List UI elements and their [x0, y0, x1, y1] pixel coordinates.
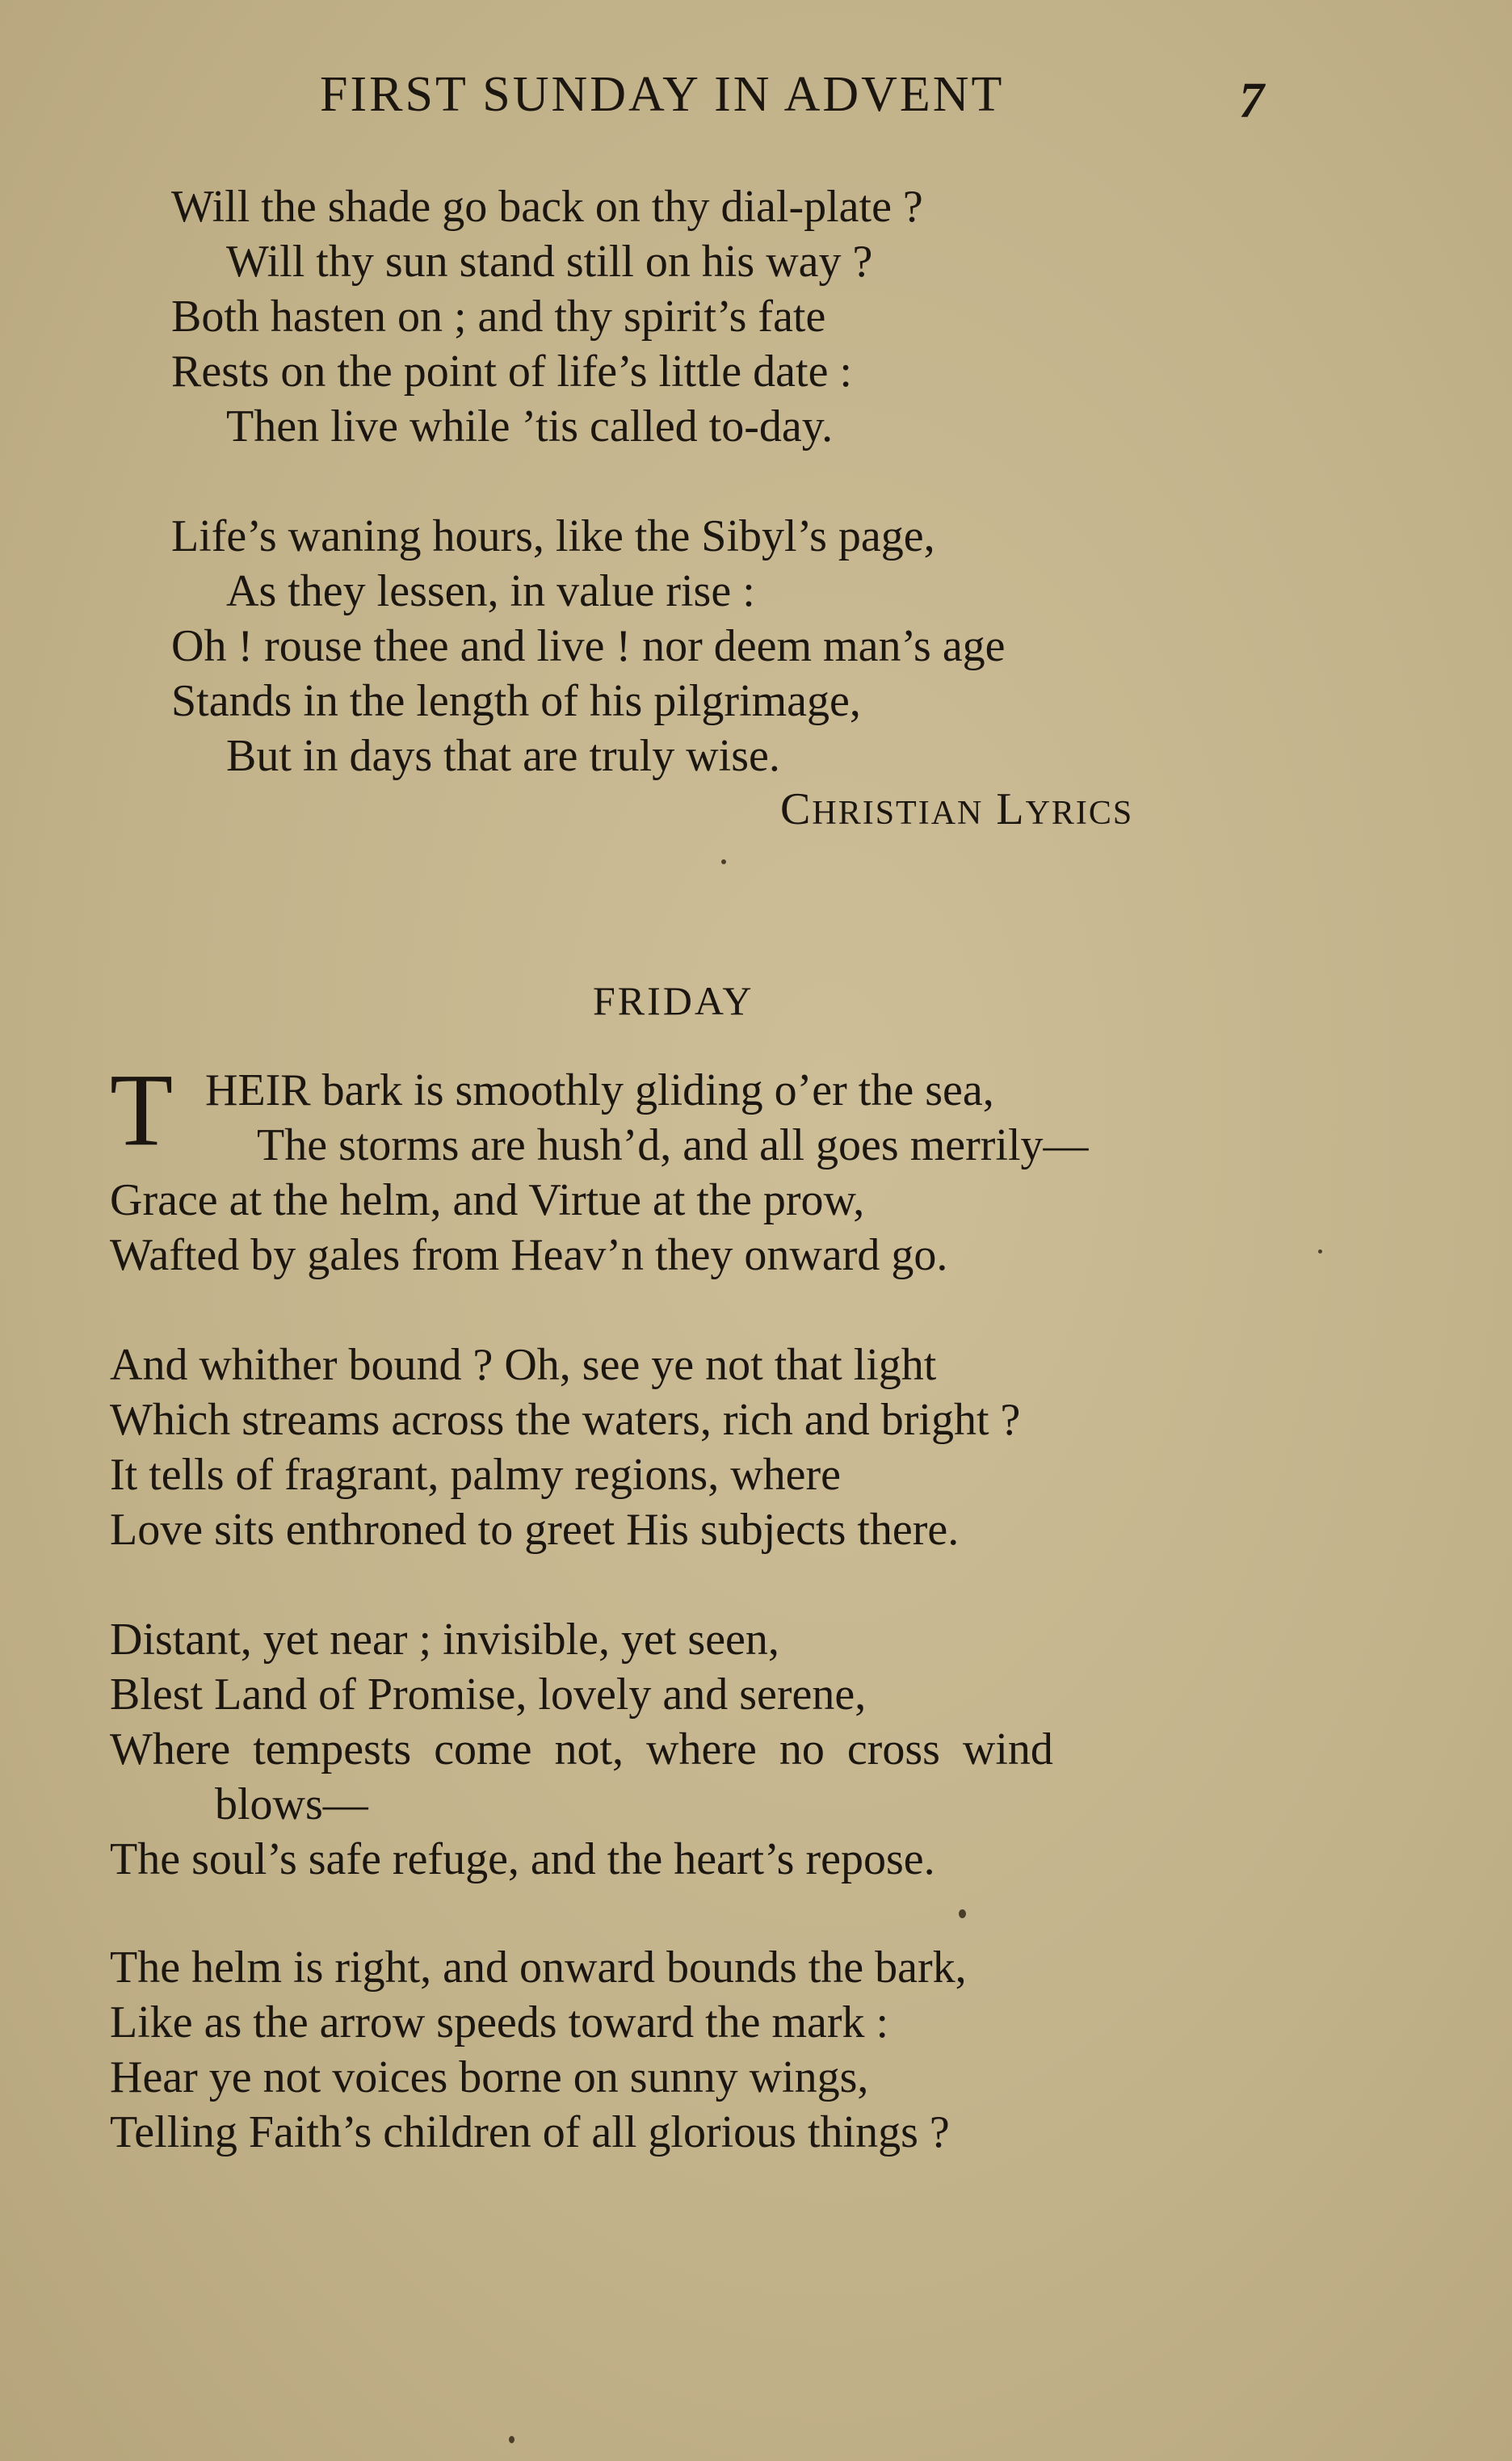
- poem-line: Telling Faith’s children of all glorious things ?: [110, 2107, 950, 2157]
- poem-line: Like as the arrow speeds toward the mark :: [110, 1997, 889, 2047]
- poem-line: Oh ! rouse thee and live ! nor deem man’s age: [171, 621, 1006, 671]
- poem-line: Wafted by gales from Heav’n they onward go.: [110, 1230, 948, 1280]
- poem-line: Then live while ’tis called to-day.: [226, 401, 834, 451]
- poem-line: Which streams across the waters, rich and bright ?: [110, 1395, 1021, 1445]
- poem-line: Distant, yet near ; invisible, yet seen,: [110, 1615, 779, 1665]
- drop-cap: T: [110, 1052, 174, 1167]
- page-number: 7: [1239, 73, 1264, 128]
- paper-speck: [1318, 1249, 1322, 1254]
- poem-line: Love sits enthroned to greet His subjects there.: [110, 1505, 960, 1555]
- poem-line: Will the shade go back on thy dial-plate ?: [171, 182, 923, 232]
- poem-line: It tells of fragrant, palmy regions, where: [110, 1450, 842, 1500]
- attribution-initial: C: [780, 784, 813, 834]
- running-head: FIRST SUNDAY IN ADVENT: [320, 67, 1005, 122]
- section-title: FRIDAY: [593, 978, 754, 1023]
- paper-speck: [721, 859, 726, 864]
- poem-line: As they lessen, in value rise :: [226, 566, 755, 616]
- attribution-smallcaps: HRISTIAN: [812, 795, 984, 832]
- poem-line: Both hasten on ; and thy spirit’s fate: [171, 292, 826, 342]
- poem-line: Stands in the length of his pilgrimage,: [171, 676, 861, 726]
- poem-line: Life’s waning hours, like the Sibyl’s page,: [171, 511, 935, 561]
- poem-line: Where tempests come not, where no cross wind: [110, 1724, 1053, 1774]
- paper-speck: [959, 1909, 966, 1918]
- poem-line: Rests on the point of life’s little date :: [171, 346, 852, 397]
- poem-line: Will thy sun stand still on his way ?: [226, 237, 873, 287]
- poem-line-continuation: blows—: [215, 1779, 368, 1829]
- poem-line: HEIR bark is smoothly gliding o’er the sea,: [205, 1065, 994, 1115]
- poem-line: But in days that are truly wise.: [226, 731, 780, 781]
- attribution: [780, 783, 1133, 835]
- poem-line: The storms are hush’d, and all goes merrily—: [257, 1120, 1089, 1170]
- poem-line: Grace at the helm, and Virtue at the prow,: [110, 1175, 865, 1225]
- attribution-initial: L: [996, 784, 1026, 834]
- attribution-smallcaps: YRICS: [1025, 795, 1134, 832]
- poem-line: The soul’s safe refuge, and the heart’s repose.: [110, 1834, 935, 1884]
- poem-line: Blest Land of Promise, lovely and serene,: [110, 1669, 867, 1720]
- poem-line: And whither bound ? Oh, see ye not that light: [110, 1340, 937, 1390]
- paper-speck: [509, 2436, 514, 2443]
- poem-line: The helm is right, and onward bounds the bark,: [110, 1942, 967, 1993]
- poem-line: Hear ye not voices borne on sunny wings,: [110, 2052, 869, 2102]
